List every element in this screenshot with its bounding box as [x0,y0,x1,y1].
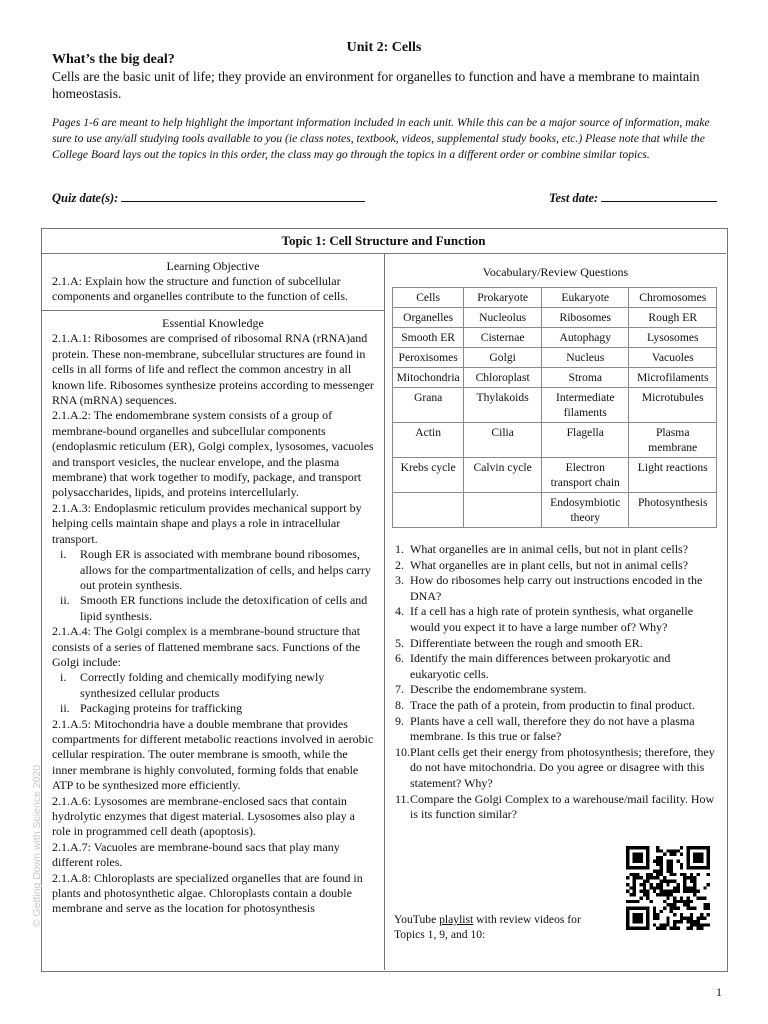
vocab-cell: Ribosomes [542,308,629,328]
question-text: How do ribosomes help carry out instructions encoded in the DNA? [410,573,703,603]
qr-code-icon[interactable] [626,846,710,930]
objective-divider [41,310,384,311]
vocab-cell: Nucleus [542,348,629,368]
ek-sub-item [52,701,374,716]
ek-paragraph: 2.1.A.1: Ribosomes are comprised of ribosomal RNA (rRNA)and protein. These non-membrane, subcellular structures are found in cells in all forms of life and reflect the common ancestry in all known life. Ribosomes synthesize proteins according to messenger RNA (mRNA) sequences. [52,331,374,408]
ek-paragraph: 2.1.A.5: Mitochondria have a double membrane that provides compartments for different metabolic reactions involved in aerobic cellular respiration. The outer membrane is smooth, while the inner membrane is highly convoluted, forming folds that enable ATP to be synthesized more efficiently. [52,716,374,793]
vocab-cell: Microfilaments [629,368,717,388]
question-text: Plants have a cell wall, therefore they do not have a plasma membrane. Is this true or false? [410,713,695,744]
question-text: Plant cells get their energy from photosynthesis; therefore, they do not have mitochondria. Do you agree or disagree with this statement? Why? [410,744,715,790]
vocab-cell: Actin [393,423,464,458]
review-question [395,714,717,745]
vocab-row [393,388,717,423]
vocab-cell: Golgi [464,348,542,368]
review-question [395,698,717,714]
ek-sub-number: i. [60,547,67,562]
quiz-date-label: Quiz date(s): [52,191,119,205]
vocab-cell: Cells [393,288,464,308]
vocab-cell: Calvin cycle [464,458,542,493]
vocab-cell: Light reactions [629,458,717,493]
question-number: 2. [395,557,404,572]
review-question [395,651,717,682]
vocab-cell [464,493,542,528]
big-deal-heading: What’s the big deal? [52,52,175,67]
vocab-cell: Organelles [393,308,464,328]
vocab-cell: Chloroplast [464,368,542,388]
study-note: Pages 1-6 are meant to help highlight the important information included in each unit. While this can be a major source of information, make sure to use any/all studying tools available to you (ie class notes, textbook, videos, supplemental study books, etc.) Please note that while the College Board lays out the topics in this order, the class may go through the topics in a different order or combine similar topics. [52,116,710,161]
quiz-date-blank [121,189,365,202]
question-number: 5. [395,635,404,650]
vocab-cell: Chromosomes [629,288,717,308]
vocab-cell: Smooth ER [393,328,464,348]
vocab-title: Vocabulary/Review Questions [482,265,629,279]
vocab-cell: Cilia [464,423,542,458]
topic-title: Topic 1: Cell Structure and Function [41,228,726,254]
test-date-label: Test date: [549,191,599,205]
intro-text: Cells are the basic unit of life; they provide an environment for organelles to function and have a membrane to maintain homeostasis. [52,69,700,101]
page-number: 1 [716,985,722,999]
ek-paragraph: 2.1.A.4: The Golgi complex is a membrane-bound structure that consists of a series of flattened membrane sacs. Functions of the Golgi include: [52,624,361,669]
vocab-cell: Microtubules [629,388,717,423]
question-text: Compare the Golgi Complex to a warehouse/mail facility. How is its function similar? [410,791,715,822]
vocab-table [392,287,717,528]
question-number: 6. [395,651,404,666]
quiz-date-field [52,189,365,206]
ek-paragraph: 2.1.A.6: Lysosomes are membrane-enclosed sacs that contain hydrolytic enzymes that digest material. Lysosomes also play a role in programmed cell death (apoptosis). [52,793,355,839]
learning-objective-title: Learning Objective [166,259,260,273]
vocab-row [393,458,717,493]
youtube-prefix: YouTube [394,913,440,926]
vocab-cell: Plasma membrane [629,423,717,458]
youtube-suffix: with review videos for Topics 1, 9, and 10: [394,913,581,941]
ek-sub-number: ii. [60,593,70,608]
vocab-cell: Mitochondria [393,368,464,388]
youtube-note [394,912,614,942]
review-question [395,792,717,823]
review-question [395,573,717,604]
ek-sub-item [52,593,374,624]
review-question [395,558,717,574]
vocab-cell: Flagella [542,423,629,458]
ek-sub-text: Smooth ER functions include the detoxification of cells and lipid synthesis. [80,593,368,623]
test-date-blank [601,189,717,202]
copyright-watermark: © Getting Down with Science 2020 [31,764,43,928]
playlist-link[interactable]: playlist [439,913,474,926]
vocab-row [393,348,717,368]
review-question [395,542,717,558]
ek-sub-item [52,547,374,593]
vocab-cell: Endosymbiotic theory [542,493,629,528]
question-number: 1. [395,542,404,556]
ek-paragraph: 2.1.A.3: Endoplasmic reticulum provides mechanical support by helping cells maintain shape and plays a role in intracellular transport. [52,500,362,546]
ek-sub-item [52,670,374,701]
vocab-cell: Krebs cycle [393,458,464,493]
ek-sub-number: ii. [60,701,70,716]
review-questions [395,542,717,823]
vocab-cell: Photosynthesis [629,493,717,528]
test-date-field [549,189,717,206]
vocab-row [393,288,717,308]
vocab-cell: Prokaryote [464,288,542,308]
vocab-cell: Cisternae [464,328,542,348]
vocab-cell: Thylakoids [464,388,542,423]
review-question [395,636,717,652]
ek-sub-number: i. [60,670,67,685]
question-text: What organelles are in plant cells, but not in animal cells? [410,557,689,572]
question-text: What organelles are in animal cells, but not in plant cells? [410,542,689,556]
vocab-row [393,423,717,458]
ek-paragraph: 2.1.A.8: Chloroplasts are specialized organelles that are found in plants and photosynthetic algae. Chloroplasts contain a double membrane and serve as the location for photosynthesis [52,870,363,916]
question-number: 10. [395,744,410,759]
ek-sub-text: Rough ER is associated with membrane bound ribosomes, allows for the compartmentalization of cells, and helps carry out protein synthesis. [80,547,371,592]
vocab-cell: Peroxisomes [393,348,464,368]
question-number: 8. [395,697,404,712]
review-question [395,745,717,792]
question-number: 7. [395,682,404,697]
ek-paragraph: 2.1.A.7: Vacuoles are membrane-bound sacs that play many different roles. [52,839,340,870]
question-number: 9. [395,713,404,728]
vocab-cell: Autophagy [542,328,629,348]
vocab-cell [393,493,464,528]
vocab-row [393,308,717,328]
column-divider [384,254,385,970]
question-text: Differentiate between the rough and smooth ER. [410,635,643,650]
question-text: Trace the path of a protein, from productin to final product. [410,697,695,712]
unit-title: Unit 2: Cells [346,40,422,55]
essential-knowledge [52,316,374,917]
learning-objective-text: 2.1.A: Explain how the structure and function of subcellular components and organelles contribute to the function of cells. [52,274,349,303]
vocab-cell: Intermediate filaments [542,388,629,423]
vocab-cell: Stroma [542,368,629,388]
vocab-cell: Grana [393,388,464,423]
vocab-cell: Vacuoles [629,348,717,368]
question-number: 4. [395,604,404,619]
vocab-row [393,328,717,348]
question-number: 3. [395,573,404,588]
question-number: 11. [395,791,410,806]
ek-sub-text: Packaging proteins for trafficking [80,701,243,716]
vocab-cell: Electron transport chain [542,458,629,493]
review-question [395,682,717,698]
essential-knowledge-title: Essential Knowledge [162,316,264,330]
ek-paragraph: 2.1.A.2: The endomembrane system consists of a group of membrane-bound organelles and subcellular components (endoplasmic reticulum (ER), Golgi complex, lysosomes, vacuoles and transport vesicles, the nuclear envelope, and the plasma membrane) that work together to modify, package, and transport polysaccharides, lipids, and proteins intercellularly. [52,408,374,500]
ek-sub-text: Correctly folding and chemically modifying newly synthesized cellular products [80,670,325,700]
vocab-cell: Rough ER [629,308,717,328]
review-question [395,604,717,635]
vocab-cell: Nucleolus [464,308,542,328]
vocab-cell: Lysosomes [629,328,717,348]
question-text: Describe the endomembrane system. [410,682,587,697]
vocab-cell: Eukaryote [542,288,629,308]
question-text: Identify the main differences between prokaryotic and eukaryotic cells. [410,651,671,681]
vocab-row [393,493,717,528]
learning-objective [52,259,374,304]
vocab-row [393,368,717,388]
question-text: If a cell has a high rate of protein synthesis, what organelle would you expect it to have a large number of? Why? [410,604,694,634]
